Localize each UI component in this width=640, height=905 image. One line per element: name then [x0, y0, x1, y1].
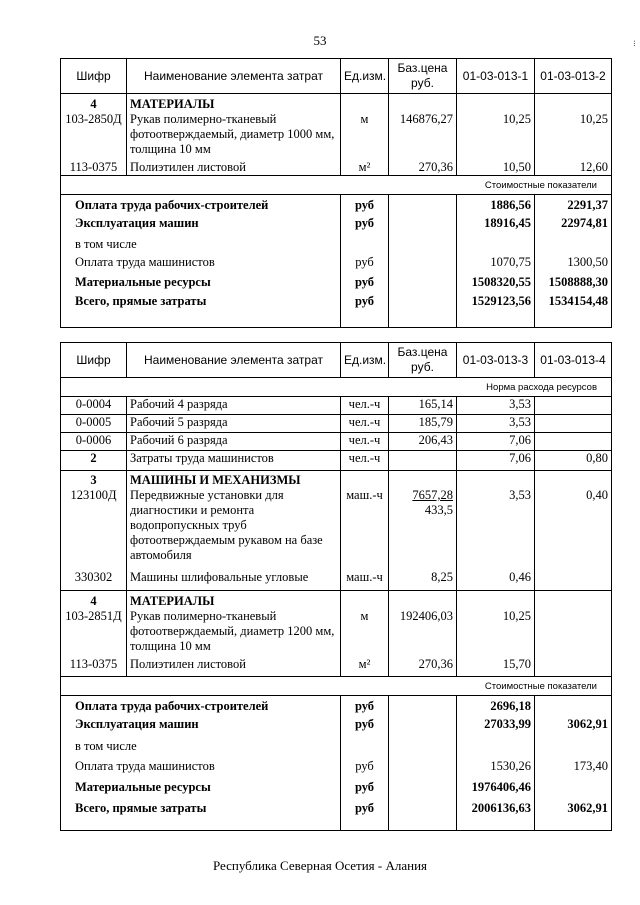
summary-label: Оплата труда машинистов [61, 255, 341, 275]
row-price: 146876,27 [389, 112, 457, 160]
row-name: Передвижные установки для диагностики и ремонта водопропускных труб фотоотверждаемым рукавом на базе автомобиля [127, 488, 341, 570]
summary-row [61, 255, 612, 275]
header-unit: Ед.изм. [341, 59, 389, 94]
summary-row [61, 759, 612, 780]
summary-a: 1070,75 [457, 255, 535, 275]
summary-b: 3062,91 [535, 801, 612, 831]
summary-b: 2291,37 [535, 195, 612, 216]
row-name: Рабочий 4 разряда [127, 397, 341, 415]
row-code: 330302 [61, 570, 127, 590]
summary-row [61, 780, 612, 801]
summary-row [61, 216, 612, 237]
summary-a: 27033,99 [457, 717, 535, 739]
row-code: 2 [61, 451, 127, 471]
row-unit: чел.-ч [341, 451, 389, 471]
summary-label: Всего, прямые затраты [61, 294, 341, 328]
summary-b: 22974,81 [535, 216, 612, 237]
section-title: МАТЕРИАЛЫ [127, 590, 341, 609]
section-num: 4 [61, 94, 127, 113]
summary-row [61, 696, 612, 717]
row-price-secondary: 433,5 [424, 503, 453, 517]
row-unit: м [341, 609, 389, 657]
row-code: 0-0006 [61, 433, 127, 451]
row-code: 113-0375 [61, 657, 127, 677]
summary-b: 173,40 [535, 759, 612, 780]
summary-label: Оплата труда машинистов [61, 759, 341, 780]
header-code: Шифр [61, 343, 127, 378]
row-unit: м [341, 112, 389, 160]
row-a: 7,06 [457, 433, 535, 451]
section-num: 3 [61, 471, 127, 489]
band-row [61, 677, 612, 696]
summary-a: 2006136,63 [457, 801, 535, 831]
cost-table-1 [60, 58, 612, 328]
band-label: Норма расхода ресурсов [61, 378, 612, 397]
row-name: Рабочий 5 разряда [127, 415, 341, 433]
row-unit: м² [341, 160, 389, 176]
summary-row [61, 801, 612, 831]
row-price: 165,14 [389, 397, 457, 415]
summary-b [535, 780, 612, 801]
row-price: 270,36 [389, 657, 457, 677]
row-code: 123100Д [61, 488, 127, 570]
row-price: 206,43 [389, 433, 457, 451]
summary-row [61, 275, 612, 294]
summary-unit: руб [341, 216, 389, 237]
table-row [61, 415, 612, 433]
row-name: Полиэтилен листовой [127, 657, 341, 677]
row-price: 192406,03 [389, 609, 457, 657]
summary-row [61, 294, 612, 328]
row-name: Машины шлифовальные угловые [127, 570, 341, 590]
row-code: 113-0375 [61, 160, 127, 176]
header-base-price: Баз.цена руб. [389, 59, 457, 94]
summary-unit: руб [341, 255, 389, 275]
section-row [61, 94, 612, 113]
edge-mark: ... [627, 40, 637, 47]
row-b: 10,25 [535, 112, 612, 160]
summary-label: в том числе [61, 237, 341, 255]
summary-unit: руб [341, 275, 389, 294]
table-row [61, 112, 612, 160]
row-unit: чел.-ч [341, 397, 389, 415]
row-name: Полиэтилен листовой [127, 160, 341, 176]
summary-a: 2696,18 [457, 696, 535, 717]
row-b [535, 397, 612, 415]
row-name: Рукав полимерно-тканевый фотоотверждаемый, диаметр 1000 мм, толщина 10 мм [127, 112, 341, 160]
header-row [61, 343, 612, 378]
summary-label: Всего, прямые затраты [61, 801, 341, 831]
summary-unit: руб [341, 717, 389, 739]
summary-b: 1300,50 [535, 255, 612, 275]
summary-row [61, 195, 612, 216]
band-label: Стоимостные показатели [61, 677, 612, 696]
header-unit: Ед.изм. [341, 343, 389, 378]
row-a: 0,46 [457, 570, 535, 590]
row-price [389, 451, 457, 471]
row-price-main: 7657,28 [412, 488, 453, 502]
summary-label: Материальные ресурсы [61, 275, 341, 294]
summary-a: 1530,26 [457, 759, 535, 780]
summary-label: Оплата труда рабочих-строителей [61, 195, 341, 216]
row-unit: чел.-ч [341, 433, 389, 451]
summary-a: 18916,45 [457, 216, 535, 237]
row-unit: маш.-ч [341, 488, 389, 570]
table-row [61, 570, 612, 590]
summary-row [61, 717, 612, 739]
row-code: 0-0004 [61, 397, 127, 415]
header-name: Наименование элемента затрат [127, 59, 341, 94]
row-b [535, 657, 612, 677]
row-b [535, 415, 612, 433]
summary-b: 3062,91 [535, 717, 612, 739]
row-price [389, 488, 457, 570]
header-col-b: 01-03-013-2 [535, 59, 612, 94]
row-code: 103-2851Д [61, 609, 127, 657]
summary-unit: руб [341, 696, 389, 717]
summary-a: 1508320,55 [457, 275, 535, 294]
row-code: 0-0005 [61, 415, 127, 433]
row-a: 10,25 [457, 112, 535, 160]
header-row [61, 59, 612, 94]
summary-b [535, 696, 612, 717]
table-row [61, 397, 612, 415]
page-footer: Республика Северная Осетия - Алания [212, 858, 428, 873]
band-label: Стоимостные показатели [61, 176, 612, 195]
row-b: 12,60 [535, 160, 612, 176]
section-title: МАШИНЫ И МЕХАНИЗМЫ [127, 471, 341, 489]
row-price: 185,79 [389, 415, 457, 433]
row-a: 3,53 [457, 415, 535, 433]
row-a: 10,25 [457, 609, 535, 657]
table-row [61, 451, 612, 471]
row-b: 0,40 [535, 488, 612, 570]
table-row [61, 433, 612, 451]
section-row [61, 471, 612, 489]
band-row [61, 176, 612, 195]
summary-label: в том числе [61, 739, 341, 759]
summary-row [61, 237, 612, 255]
summary-label: Материальные ресурсы [61, 780, 341, 801]
row-name: Рабочий 6 разряда [127, 433, 341, 451]
summary-unit: руб [341, 801, 389, 831]
row-a: 15,70 [457, 657, 535, 677]
row-b: 0,80 [535, 451, 612, 471]
row-name: Рукав полимерно-тканевый фотоотверждаемый, диаметр 1200 мм, толщина 10 мм [127, 609, 341, 657]
summary-unit: руб [341, 759, 389, 780]
row-b [535, 609, 612, 657]
section-title: МАТЕРИАЛЫ [127, 94, 341, 113]
row-name: Затраты труда машинистов [127, 451, 341, 471]
header-col-b: 01-03-013-4 [535, 343, 612, 378]
row-price: 270,36 [389, 160, 457, 176]
row-code: 103-2850Д [61, 112, 127, 160]
header-base-price: Баз.цена руб. [389, 343, 457, 378]
table-row [61, 488, 612, 570]
header-name: Наименование элемента затрат [127, 343, 341, 378]
cost-table-2 [60, 342, 612, 831]
row-unit: чел.-ч [341, 415, 389, 433]
row-unit: маш.-ч [341, 570, 389, 590]
table-row [61, 657, 612, 677]
summary-unit: руб [341, 294, 389, 328]
row-a: 7,06 [457, 451, 535, 471]
table-row [61, 160, 612, 176]
row-unit: м² [341, 657, 389, 677]
section-num: 4 [61, 590, 127, 609]
summary-unit: руб [341, 195, 389, 216]
row-price: 8,25 [389, 570, 457, 590]
summary-label: Оплата труда рабочих-строителей [61, 696, 341, 717]
page-number: 53 [313, 33, 327, 48]
header-col-a: 01-03-013-1 [457, 59, 535, 94]
header-col-a: 01-03-013-3 [457, 343, 535, 378]
summary-label: Эксплуатация машин [61, 717, 341, 739]
summary-row [61, 739, 612, 759]
row-a: 10,50 [457, 160, 535, 176]
summary-a: 1529123,56 [457, 294, 535, 328]
row-b [535, 570, 612, 590]
summary-label: Эксплуатация машин [61, 216, 341, 237]
section-row [61, 590, 612, 609]
row-a: 3,53 [457, 488, 535, 570]
band-row [61, 378, 612, 397]
summary-a: 1976406,46 [457, 780, 535, 801]
summary-b: 1534154,48 [535, 294, 612, 328]
table-row [61, 609, 612, 657]
row-a: 3,53 [457, 397, 535, 415]
summary-unit: руб [341, 780, 389, 801]
header-code: Шифр [61, 59, 127, 94]
summary-b: 1508888,30 [535, 275, 612, 294]
row-b [535, 433, 612, 451]
summary-a: 1886,56 [457, 195, 535, 216]
